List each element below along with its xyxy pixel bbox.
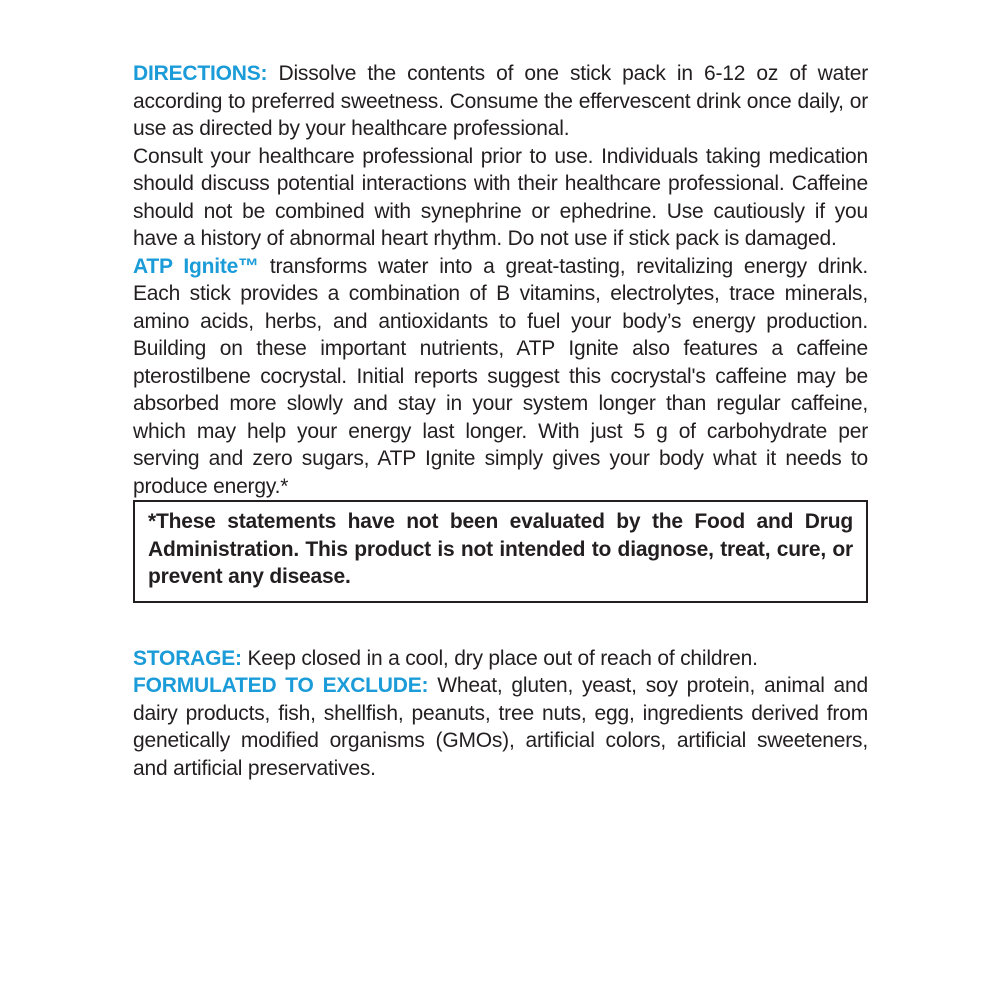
fda-disclaimer-box bbox=[133, 500, 868, 603]
formulated-to-exclude-heading: FORMULATED TO EXCLUDE: bbox=[133, 674, 429, 697]
fda-disclaimer-text: *These statements have not been evaluated by the Food and Drug Administration. This product is not intended to diagnose, treat, cure, or prevent any disease. bbox=[148, 510, 853, 588]
directions-heading: DIRECTIONS: bbox=[133, 62, 268, 85]
label-text-column bbox=[133, 60, 868, 782]
directions-paragraph bbox=[133, 60, 868, 143]
storage-text: Keep closed in a cool, dry place out of reach of children. bbox=[247, 646, 758, 670]
storage-heading: STORAGE: bbox=[133, 646, 242, 670]
product-description-paragraph bbox=[133, 253, 868, 501]
precautions-paragraph bbox=[133, 143, 868, 253]
directions-text: Dissolve the contents of one stick pack in 6-12 oz of water according to preferred sweetness. Consume the effervescent drink once daily, or use as directed by your healthcare professional. bbox=[133, 62, 868, 140]
precautions-text: Consult your healthcare professional prior to use. Individuals taking medication should discuss potential interactions with their healthcare professional. Caffeine should not be combined with synephrine or ephedrine. Use cautiously if you have a history of abnormal heart rhythm. Do not use if stick pack is damaged. bbox=[133, 144, 868, 250]
product-name-heading: ATP Ignite™ bbox=[133, 254, 259, 278]
formulated-to-exclude-text: Wheat, gluten, yeast, soy protein, animal and dairy products, fish, shellfish, peanuts, tree nuts, egg, ingredients derived from genetically modified organisms (GMOs), artificial colors, artificial sweeteners, and artificial preservatives. bbox=[133, 674, 868, 780]
storage-paragraph bbox=[133, 645, 868, 673]
formulated-to-exclude-paragraph bbox=[133, 672, 868, 782]
product-description-text: transforms water into a great-tasting, revitalizing energy drink. Each stick provides a combination of B vitamins, electrolytes, trace minerals, amino acids, herbs, and antioxidants to fuel your body’s energy production. Building on these important nutrients, ATP Ignite also features a caffeine pterostilbene cocrystal. Initial reports suggest this cocrystal's caffeine may be absorbed more slowly and stay in your system longer than regular caffeine, which may help your energy last longer. With just 5 g of carbohydrate per serving and zero sugars, ATP Ignite simply gives your body what it needs to produce energy.* bbox=[133, 254, 868, 498]
fda-disclaimer-paragraph bbox=[148, 508, 853, 591]
